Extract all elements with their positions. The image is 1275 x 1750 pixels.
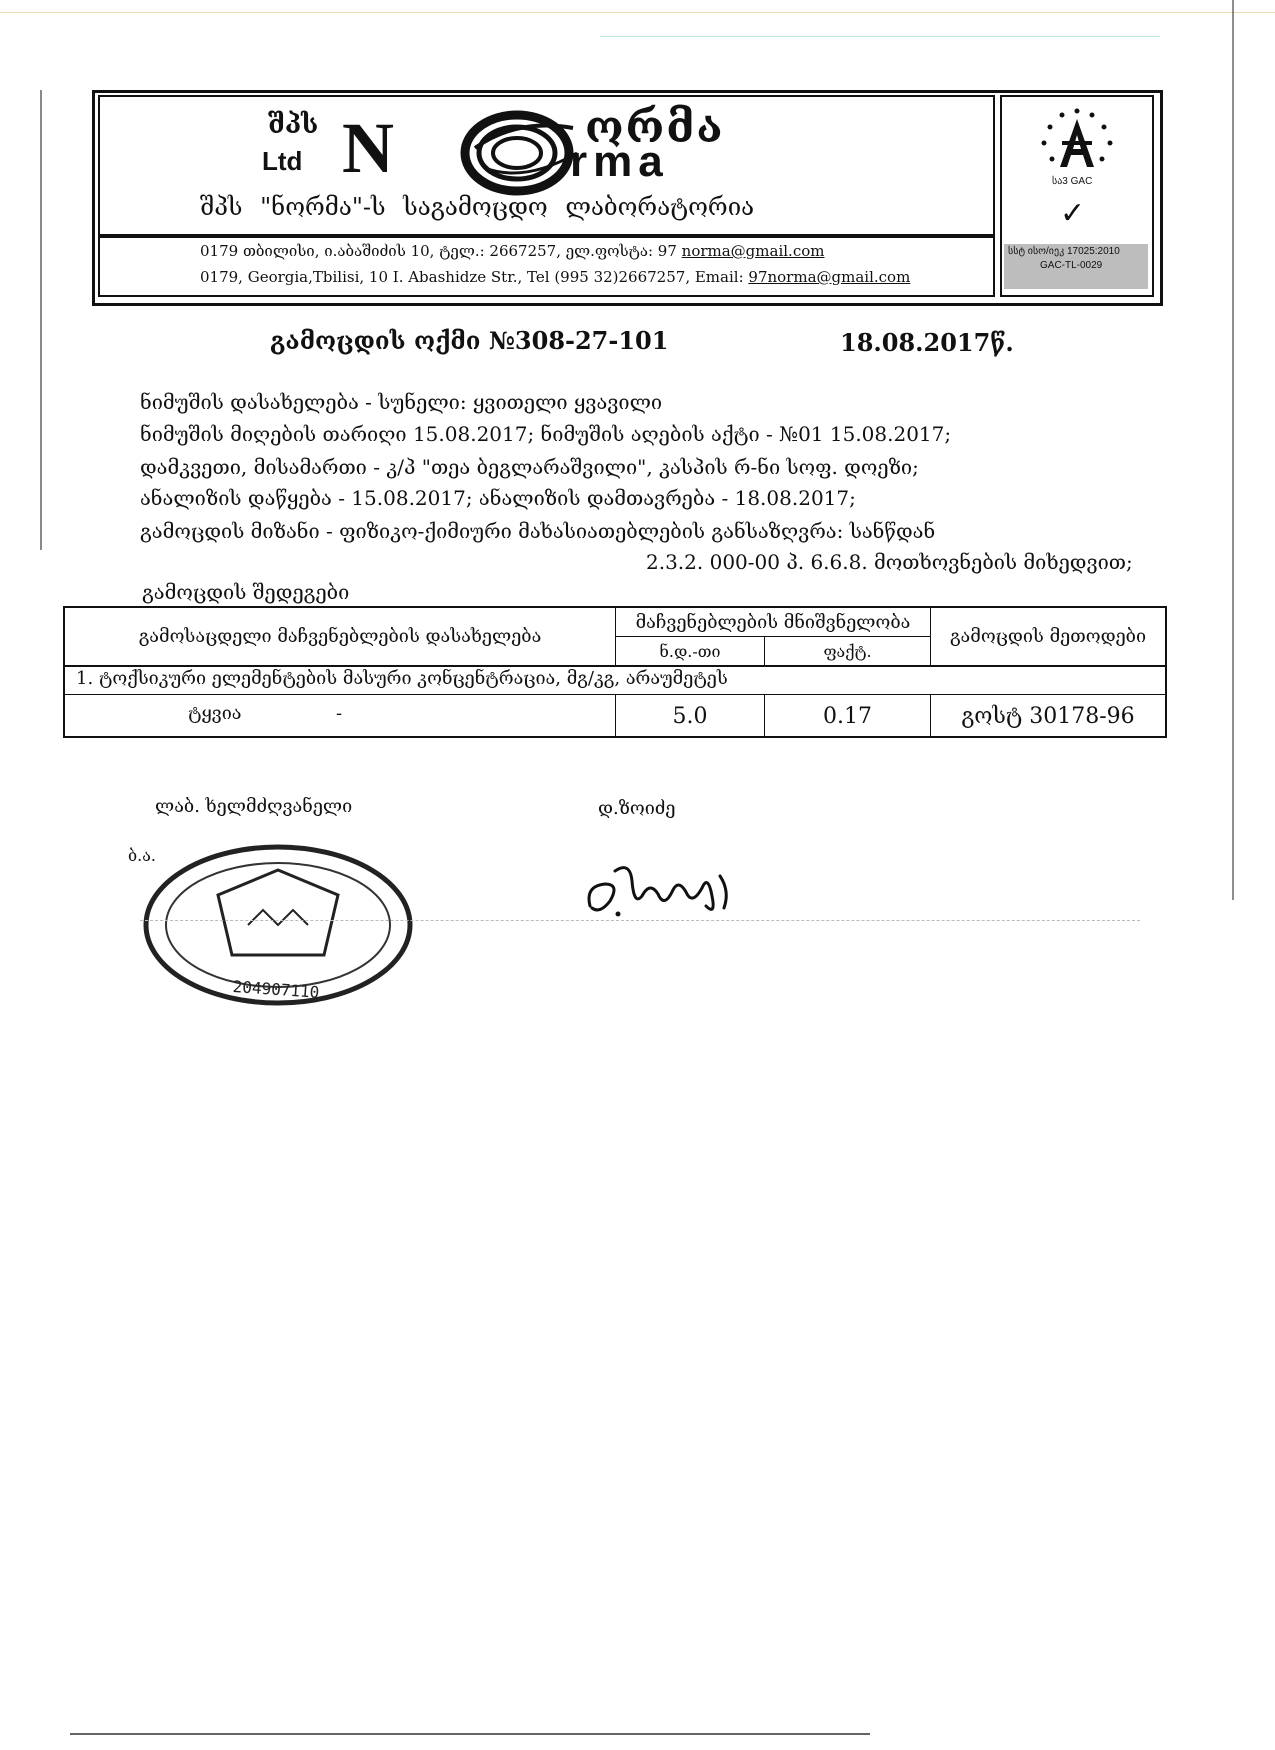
sample-receipt: ნიმუშის მიღების თარიღი 15.08.2017; ნიმუშის აღების აქტი - №01 15.08.2017; xyxy=(140,422,952,446)
logo-letter: N xyxy=(342,108,394,188)
row-lead-dash: - xyxy=(336,703,343,724)
scan-edge-top xyxy=(0,12,1275,13)
stamp-number: 204907110 xyxy=(232,976,320,1002)
row-lead-fact: 0.17 xyxy=(823,703,872,729)
results-heading: გამოცდის შედეგები xyxy=(142,580,350,604)
scan-edge-bottom xyxy=(70,1733,870,1735)
company-type-geo: შპს xyxy=(268,110,319,140)
header-method: გამოცდის მეთოდები xyxy=(949,626,1147,647)
analysis-dates: ანალიზის დაწყება - 15.08.2017; ანალიზის დამთავრება - 18.08.2017; xyxy=(140,486,856,510)
checkmark-icon: ✓ xyxy=(1060,196,1086,231)
report-title-prefix: გამოცდის ოქმი xyxy=(270,326,481,355)
scan-edge-left xyxy=(40,90,42,550)
header-norm: ნ.დ.-თი xyxy=(659,641,721,661)
handwritten-signature xyxy=(580,856,750,926)
table-section-toxic: 1. ტოქსიკური ელემენტების მასური კონცენტრაცია, მგ/კგ, არაუმეტეს xyxy=(76,668,728,689)
address-geo-email: norma@gmail.com xyxy=(681,242,825,260)
row-lead-norm: 5.0 xyxy=(672,703,708,729)
lab-name: შპს "ნორმა"-ს საგამოცდო ლაბორატორია xyxy=(200,193,755,221)
row-lead-method: გოსტ 30178-96 xyxy=(961,703,1135,729)
scan-edge-right xyxy=(1232,0,1234,900)
company-type-lat: Ltd xyxy=(262,146,303,176)
address-lat-email: 97norma@gmail.com xyxy=(748,268,911,286)
report-number: №308-27-101 xyxy=(488,326,669,355)
accreditation-number: GAC-TL-0029 xyxy=(1040,260,1103,271)
address-geo-text: 0179 თბილისი, ი.აბაშიძის 10, ტელ.: 2667257, ელ.ფოსტა: 97 xyxy=(200,242,677,260)
address-geo xyxy=(200,242,980,260)
lab-stamp-icon xyxy=(138,840,418,1010)
table-border-right xyxy=(1165,606,1167,738)
test-purpose: გამოცდის მიზანი - ფიზიკო-ქიმიური მახასიათებლების განსაზღვრა: სანწდან xyxy=(140,519,936,543)
logo-swirl-icon xyxy=(455,108,585,198)
sample-name: ნიმუშის დასახელება - სუნელი: ყვითელი ყვავილი xyxy=(140,390,663,414)
header-indicator-value: მაჩვენებლების მნიშვნელობა xyxy=(635,611,911,633)
report-date: 18.08.2017წ. xyxy=(840,328,1014,357)
signatory-name: დ.ზოიძე xyxy=(598,798,676,819)
scan-edge-top-secondary xyxy=(600,36,1160,37)
header-indicator-name: გამოსაცდელი მაჩვენებლების დასახელება xyxy=(138,626,542,647)
scan-dash-artifact xyxy=(140,920,1140,921)
stamp-place-label: ბ.ა. xyxy=(128,846,156,865)
logo-word-lat: rma xyxy=(570,137,669,186)
logo-word-geo: ორმა xyxy=(585,102,725,153)
row-lead-name: ტყვია xyxy=(188,703,242,724)
accreditation-emblem-icon xyxy=(1032,105,1122,177)
lab-head-title: ლაბ. ხელმძღვანელი xyxy=(155,796,353,817)
report-title xyxy=(270,326,668,355)
accreditation-label: სა3 GAC xyxy=(1052,176,1093,187)
customer: დამკვეთი, მისამართი - კ/პ "თეა ბეგლარაშვილი", კასპის რ-ნი სოფ. დოეზი; xyxy=(140,455,919,479)
accreditation-standard: სსტ ისო/იეკ 17025:2010 xyxy=(1008,246,1120,257)
header-fact: ფაქტ. xyxy=(823,641,872,661)
test-purpose-cont: 2.3.2. 000-00 პ. 6.6.8. მოთხოვნების მიხედვით; xyxy=(646,550,1133,574)
address-lat xyxy=(200,268,980,286)
address-lat-text: 0179, Georgia,Tbilisi, 10 I. Abashidze Str., Tel (995 32)2667257, Email: xyxy=(200,268,744,286)
